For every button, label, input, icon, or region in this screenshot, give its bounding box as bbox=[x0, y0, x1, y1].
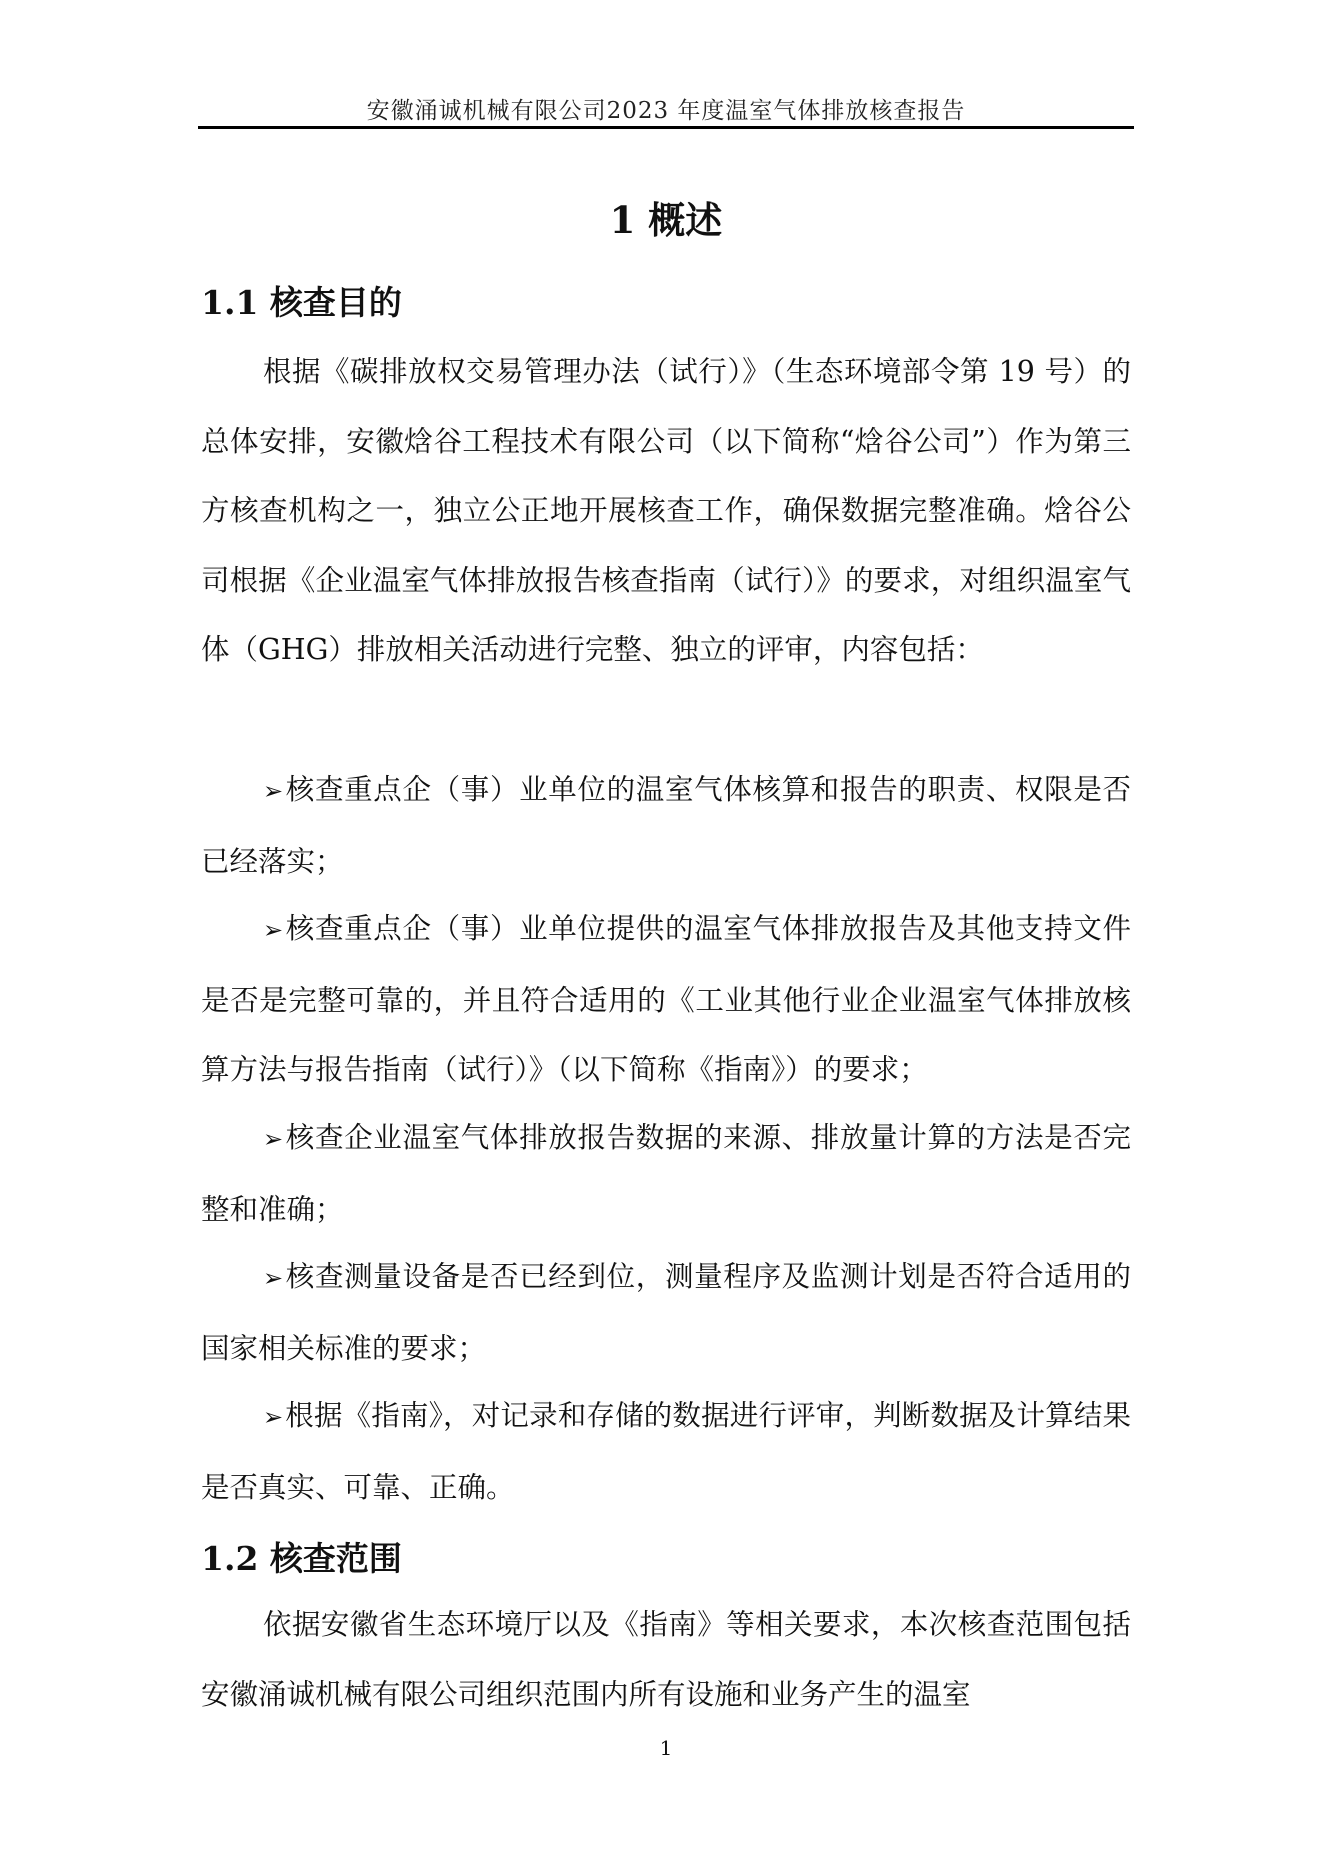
bullet-text: 核查重点企（事）业单位提供的温室气体排放报告及其他支持文件是否是完整可靠的，并且符合适用的《工业其他行业企业温室气体排放核算方法与报告指南（试行）》（以下简称《指南》）的要求； bbox=[201, 912, 1131, 1087]
bullet-item bbox=[201, 755, 1131, 896]
section-heading-1-2: 1.2 核查范围 bbox=[201, 1539, 402, 1578]
running-header: 安徽涌诚机械有限公司2023 年度温室气体排放核查报告 bbox=[366, 98, 966, 124]
section-1-1-intro: 根据《碳排放权交易管理办法（试行）》（生态环境部令第 19 号）的总体安排，安徽焓谷工程技术有限公司（以下简称“焓谷公司”）作为第三方核查机构之一，独立公正地开展核查工作，确保数据完整准确。焓谷公司根据《企业温室气体排放报告核查指南（试行）》的要求，对组织温室气体（GHG）排放相关活动进行完整、独立的评审，内容包括： bbox=[201, 355, 1131, 667]
arrow-bullet-icon: ➢ bbox=[263, 777, 284, 805]
arrow-bullet-icon: ➢ bbox=[263, 1125, 284, 1153]
arrow-bullet-icon: ➢ bbox=[263, 1403, 284, 1431]
bullet-item bbox=[201, 1381, 1131, 1522]
section-1-2-intro: 依据安徽省生态环境厅以及《指南》等相关要求，本次核查范围包括安徽涌诚机械有限公司组织范围内所有设施和业务产生的温室 bbox=[201, 1608, 1131, 1711]
bullet-item bbox=[201, 894, 1131, 1105]
arrow-bullet-icon: ➢ bbox=[263, 1264, 284, 1292]
bullet-text: 核查测量设备是否已经到位，测量程序及监测计划是否符合适用的国家相关标准的要求； bbox=[201, 1260, 1131, 1365]
bullet-text: 核查重点企（事）业单位的温室气体核算和报告的职责、权限是否已经落实； bbox=[201, 773, 1131, 878]
header-divider bbox=[198, 126, 1134, 129]
bullet-text: 核查企业温室气体排放报告数据的来源、排放量计算的方法是否完整和准确； bbox=[201, 1121, 1131, 1226]
bullet-text: 根据《指南》，对记录和存储的数据进行评审，判断数据及计算结果是否真实、可靠、正确。 bbox=[201, 1399, 1131, 1504]
page-number: 1 bbox=[659, 1736, 673, 1760]
arrow-bullet-icon: ➢ bbox=[263, 916, 284, 944]
bullet-item bbox=[201, 1103, 1131, 1244]
chapter-title: 1 概述 bbox=[609, 198, 723, 242]
section-heading-1-1: 1.1 核查目的 bbox=[201, 283, 402, 322]
bullet-item bbox=[201, 1242, 1131, 1383]
